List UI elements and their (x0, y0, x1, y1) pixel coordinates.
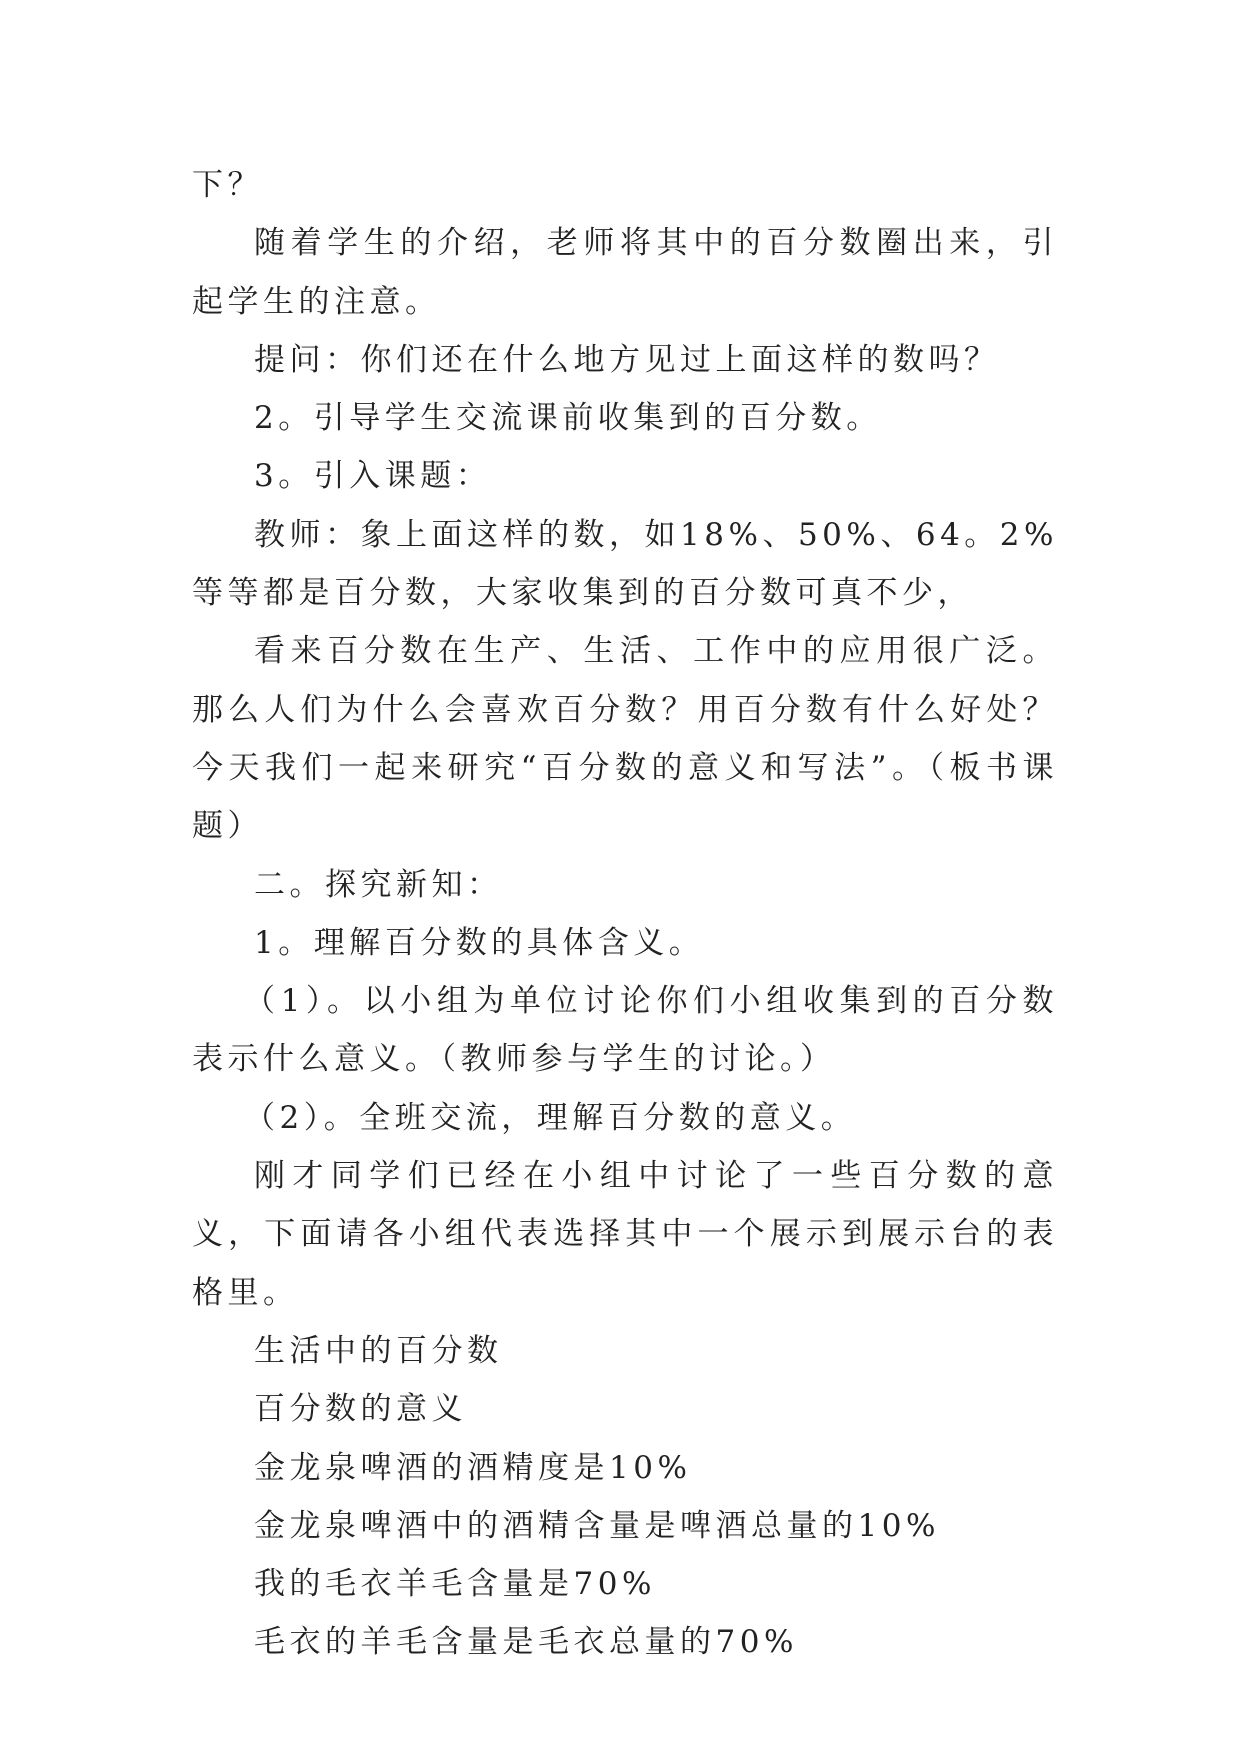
section-heading-explore: 二。探究新知： (254, 866, 503, 903)
paragraph-student-introduction: 随着学生的介绍，老师将其中的百分数圈出来，引起学生的注意。 (192, 225, 1058, 320)
table-header-everyday-percent: 生活中的百分数 (254, 1332, 503, 1369)
example-beer-alcohol-meaning: 金龙泉啤酒中的酒精含量是啤酒总量的10% (254, 1507, 940, 1544)
paragraph-teacher-remark: 教师：象上面这样的数，如18%、50%、64。2%等等都是百分数，大家收集到的百分数可真不少， (192, 516, 1058, 612)
example-beer-alcohol: 金龙泉啤酒的酒精度是10% (254, 1449, 692, 1486)
body-text (192, 156, 1058, 1672)
paragraph-class-exchange: （2）。全班交流，理解百分数的意义。 (244, 1099, 857, 1136)
example-sweater-wool: 我的毛衣羊毛含量是70% (254, 1566, 656, 1603)
paragraph-step-2: 2。引导学生交流课前收集到的百分数。 (254, 400, 882, 437)
paragraph-question: 提问：你们还在什么地方见过上面这样的数吗？ (254, 341, 1000, 378)
paragraph-group-representatives: 刚才同学们已经在小组中讨论了一些百分数的意义，下面请各小组代表选择其中一个展示到展示台的表格里。 (192, 1158, 1058, 1311)
paragraph-topic-introduction: 看来百分数在生产、生活、工作中的应用很广泛。那么人们为什么会喜欢百分数？用百分数有什么好处？今天我们一起来研究“百分数的意义和写法”。（板书课题） (192, 633, 1058, 845)
paragraph-group-discussion: （1）。以小组为单位讨论你们小组收集到的百分数表示什么意义。（教师参与学生的讨论。） (192, 983, 1058, 1078)
paragraph-continuation: 下？ (192, 167, 263, 203)
paragraph-step-3: 3。引入课题： (254, 458, 492, 495)
table-header-percent-meaning: 百分数的意义 (254, 1391, 467, 1428)
example-sweater-wool-meaning: 毛衣的羊毛含量是毛衣总量的70% (254, 1624, 798, 1661)
paragraph-understand-meaning: 1。理解百分数的具体含义。 (254, 924, 705, 961)
